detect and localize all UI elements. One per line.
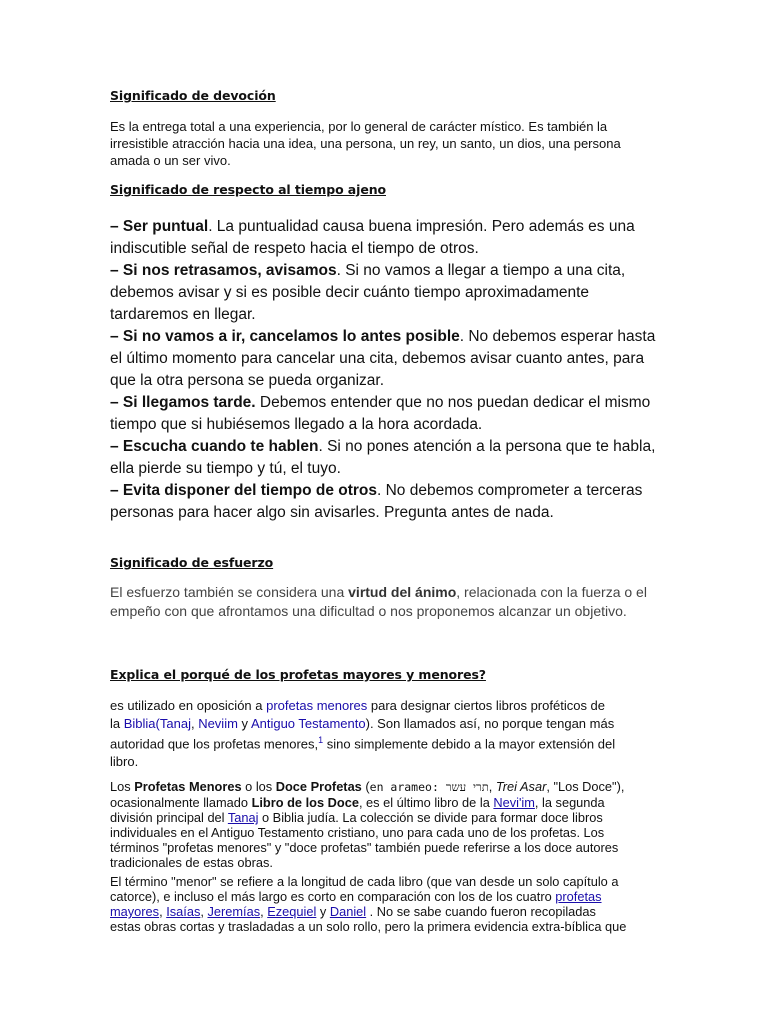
- text-line: que la otra persona se pueda organizar.: [110, 372, 385, 389]
- text-line: [110, 697, 655, 715]
- text-span: , "Los Doce"),: [546, 779, 625, 794]
- bold-phrase: – Si nos retrasamos, avisamos: [110, 262, 337, 279]
- text-span: y: [237, 715, 251, 731]
- text-span: autoridad que los profetas menores,: [110, 736, 319, 752]
- text-span: y: [316, 904, 330, 919]
- text-line: indiscutible señal de respeto hacia el tiempo de otros.: [110, 240, 479, 257]
- text-span: , es el último libro de la: [358, 795, 494, 810]
- text-line: términos "profetas menores" y "doce profetas" también puede referirse a los doce autores: [110, 840, 619, 855]
- text-span: . La puntualidad causa buena impresión. Pero además es una: [208, 218, 635, 235]
- bold-phrase: – Escucha cuando te hablen: [110, 438, 319, 455]
- text-line: [110, 795, 660, 810]
- heading-devocion: Significado de devoción: [110, 88, 276, 103]
- bold-phrase: – Evita disponer del tiempo de otros: [110, 482, 377, 499]
- link-profetas[interactable]: profetas: [555, 889, 602, 904]
- text-line: [110, 260, 660, 282]
- text-span: (: [155, 715, 160, 731]
- link-mayores[interactable]: mayores: [110, 904, 160, 919]
- text-line: [110, 779, 660, 795]
- text-span: ,: [260, 904, 268, 919]
- text-span: o Biblia judía. La colección se divide para formar doce libros: [258, 810, 603, 825]
- text-line: [110, 216, 660, 238]
- text-span: sino simplemente debido a la mayor extensión del: [323, 736, 616, 752]
- paragraph-profetas-1: [110, 697, 655, 770]
- text-line: [110, 436, 660, 458]
- paragraph-profetas-2: [110, 779, 660, 870]
- bold-phrase: Profetas Menores: [134, 779, 242, 794]
- aramaic-text: en arameo: תרי עשר: [369, 780, 489, 794]
- text-span: ,: [190, 715, 199, 731]
- bold-phrase: – Si no vamos a ir, cancelamos lo antes posible: [110, 328, 460, 345]
- text-span: . Si no vamos a llegar a tiempo a una cita,: [336, 262, 626, 279]
- link-tanaj-2[interactable]: Tanaj: [227, 810, 259, 825]
- link-ezequiel[interactable]: Ezequiel: [267, 904, 317, 919]
- text-line: [110, 326, 660, 348]
- text-line: Es la entrega total a una experiencia, por lo general de carácter místico. Es también la: [110, 119, 608, 134]
- text-span: ,: [159, 904, 167, 919]
- heading-respeto: Significado de respecto al tiempo ajeno: [110, 182, 386, 197]
- bold-phrase: Doce Profetas: [275, 779, 362, 794]
- text-span: . No debemos esperar hasta: [459, 328, 656, 345]
- text-span: la: [110, 715, 124, 731]
- text-line: [110, 583, 660, 602]
- text-span: para designar ciertos libros proféticos de: [367, 698, 606, 713]
- heading-esfuerzo: Significado de esfuerzo: [110, 555, 274, 570]
- text-span: ocasionalmente llamado: [110, 795, 252, 810]
- link-daniel[interactable]: Daniel: [329, 904, 367, 919]
- text-span: catorce), e incluso el más largo es corto en comparación con los de los cuatro: [110, 889, 556, 904]
- text-span: El esfuerzo también se considera una: [110, 584, 349, 600]
- bold-phrase: – Si llegamos tarde.: [110, 394, 256, 411]
- link-neviim[interactable]: Neviim: [198, 715, 238, 731]
- link-biblia[interactable]: Biblia: [123, 715, 156, 731]
- link-profetas-menores[interactable]: profetas menores: [266, 698, 368, 713]
- footnote-ref[interactable]: 1: [318, 735, 324, 745]
- text-line: [110, 392, 660, 414]
- paragraph-respeto: [110, 216, 660, 524]
- text-line: irresistible atracción hacia una idea, una persona, un rey, un santo, un dios, una persona: [110, 136, 621, 151]
- text-span: (: [361, 779, 370, 794]
- text-line: amada o un ser vivo.: [110, 153, 231, 168]
- text-line: [110, 480, 660, 502]
- text-line: [110, 715, 655, 733]
- bold-phrase: – Ser puntual: [110, 218, 209, 235]
- text-span: , la segunda: [534, 795, 605, 810]
- text-span: , relacionada con la fuerza o el: [456, 584, 647, 600]
- text-line: tradicionales de estas obras.: [110, 855, 273, 870]
- text-line: libro.: [110, 753, 139, 769]
- text-span: es utilizado en oposición a: [110, 698, 267, 713]
- text-span: Los: [110, 779, 135, 794]
- text-line: debemos avisar y si es posible decir cuánto tiempo aproximadamente: [110, 284, 590, 301]
- text-line: [110, 810, 660, 825]
- text-line: ella pierde su tiempo y tú, el tuyo.: [110, 460, 341, 477]
- bold-phrase: virtud del ánimo: [348, 584, 457, 600]
- link-antiguo-testamento[interactable]: Antiguo Testamento: [250, 715, 366, 731]
- text-span: ,: [200, 904, 208, 919]
- text-line: empeño con que afrontamos una dificultad o nos proponemos alcanzar un objetivo.: [110, 603, 627, 619]
- link-jeremias[interactable]: Jeremías: [207, 904, 261, 919]
- paragraph-esfuerzo: [110, 583, 660, 621]
- link-neviim-2[interactable]: Nevi'im: [493, 795, 535, 810]
- paragraph-devocion: [110, 118, 655, 169]
- text-span: Debemos entender que no nos puedan dedicar el mismo: [255, 394, 651, 411]
- text-line: estas obras cortas y trasladadas a un solo rollo, pero la primera evidencia extra-bíblica que: [110, 919, 627, 934]
- text-line: tardaremos en llegar.: [110, 306, 256, 323]
- text-line: [110, 904, 660, 919]
- heading-profetas: Explica el porqué de los profetas mayores y menores?: [110, 667, 486, 682]
- text-line: [110, 889, 660, 904]
- text-line: personas para hacer algo sin avisarles. Pregunta antes de nada.: [110, 504, 554, 521]
- text-span: . No se sabe cuando fueron recopiladas: [366, 904, 596, 919]
- bold-phrase: Libro de los Doce: [251, 795, 359, 810]
- text-span: ,: [488, 779, 496, 794]
- italic-phrase: Trei Asar: [495, 779, 547, 794]
- text-line: [110, 732, 655, 753]
- text-span: o los: [241, 779, 276, 794]
- text-span: ). Son llamados así, no porque tengan más: [365, 715, 615, 731]
- text-line: el último momento para cancelar una cita, debemos avisar cuanto antes, para: [110, 350, 645, 367]
- text-span: . Si no pones atención a la persona que te habla,: [318, 438, 656, 455]
- text-span: división principal del: [110, 810, 228, 825]
- link-isaias[interactable]: Isaías: [166, 904, 201, 919]
- link-tanaj[interactable]: Tanaj: [159, 715, 191, 731]
- text-span: . No debemos comprometer a terceras: [377, 482, 643, 499]
- text-line: tiempo que si hubiésemos llegado a la hora acordada.: [110, 416, 483, 433]
- text-line: El término "menor" se refiere a la longitud de cada libro (que van desde un solo capítulo a: [110, 874, 619, 889]
- paragraph-profetas-3: [110, 874, 660, 934]
- text-line: individuales en el Antiguo Testamento cristiano, uno para cada uno de los profetas. Los: [110, 825, 605, 840]
